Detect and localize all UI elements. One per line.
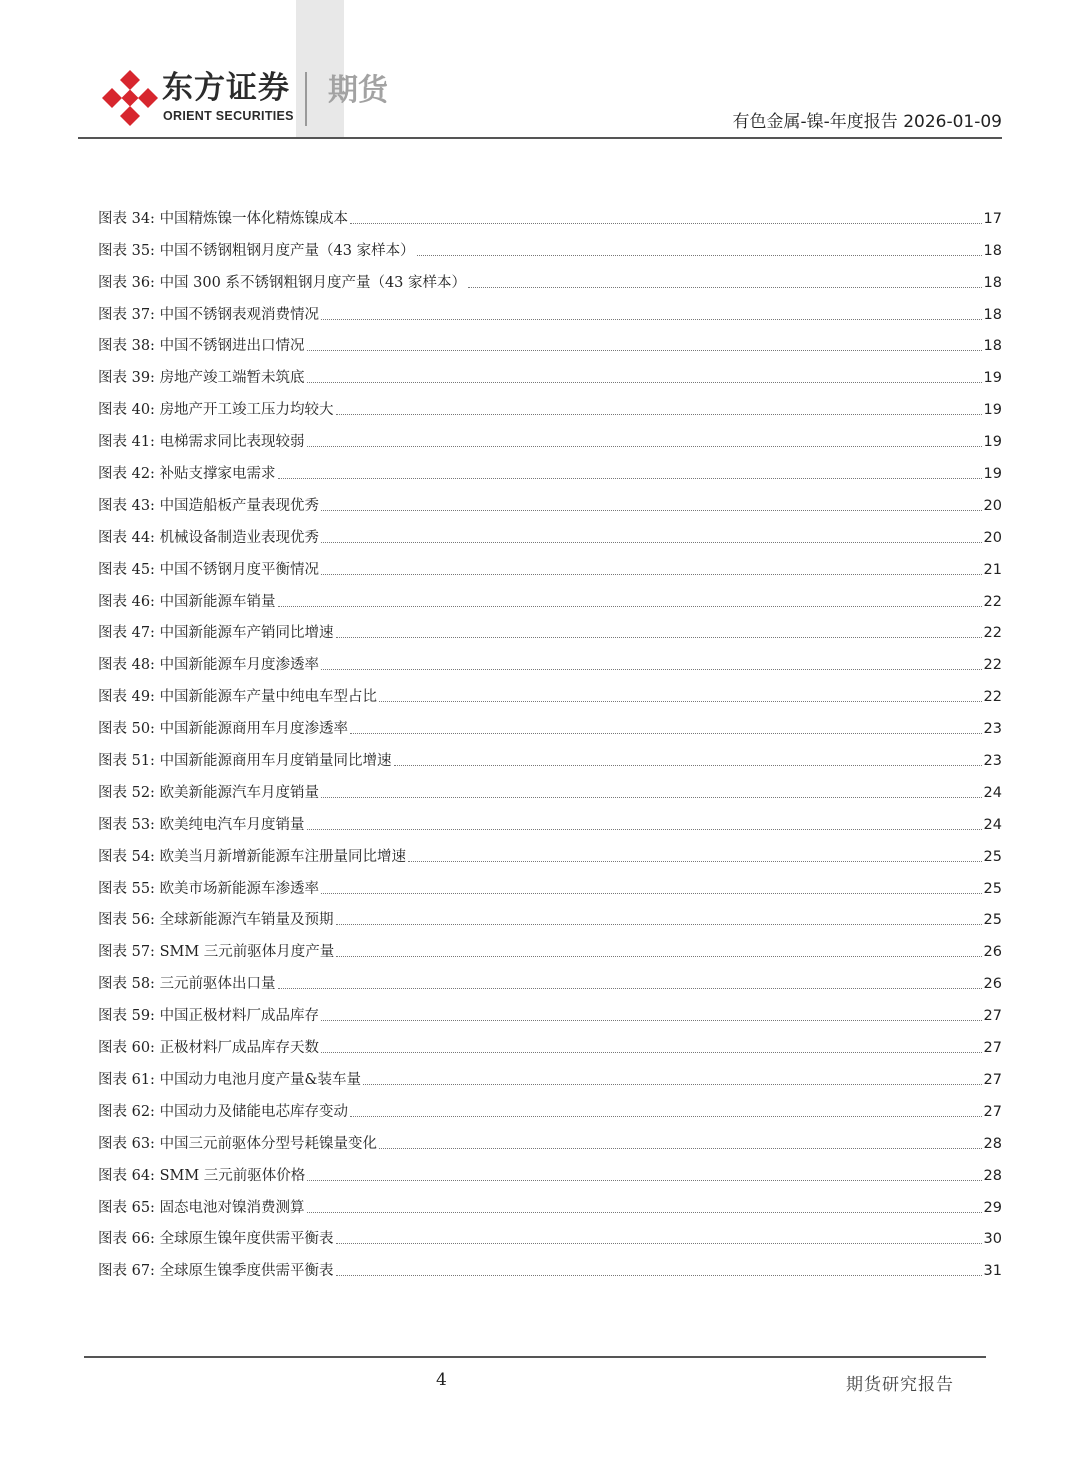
- header-decorative-band: [296, 0, 344, 138]
- toc-entry-label: 图表 62:: [98, 1103, 155, 1120]
- toc-entry-label: 图表 39:: [98, 370, 155, 387]
- toc-entry-page: 22: [983, 593, 1002, 610]
- toc-dot-leader: [321, 574, 981, 575]
- toc-entry-page: 29: [983, 1199, 1002, 1216]
- toc-entry-title: 补贴支撑家电需求: [159, 466, 276, 483]
- toc-entry-label: 图表 42:: [98, 466, 155, 483]
- toc-entry-title: 中国正极材料厂成品库存: [159, 1008, 320, 1025]
- toc-entry[interactable]: [98, 580, 1002, 612]
- toc-entry-label: 图表 50:: [98, 721, 155, 738]
- report-title: 有色金属-镍-年度报告 2026-01-09: [732, 112, 1002, 132]
- toc-dot-leader: [336, 1275, 982, 1276]
- toc-entry[interactable]: [98, 1090, 1002, 1122]
- toc-entry[interactable]: [98, 388, 1002, 420]
- toc-dot-leader: [307, 1180, 981, 1181]
- toc-entry[interactable]: [98, 675, 1002, 707]
- toc-dot-leader: [321, 893, 981, 894]
- toc-entry-label: 图表 58:: [98, 976, 155, 993]
- toc-dot-leader: [379, 1148, 981, 1149]
- toc-entry-label: 图表 37:: [98, 306, 155, 323]
- toc-dot-leader: [321, 319, 981, 320]
- toc-entry[interactable]: [98, 484, 1002, 516]
- toc-dot-leader: [363, 1084, 982, 1085]
- toc-entry[interactable]: [98, 1186, 1002, 1218]
- toc-entry[interactable]: [98, 707, 1002, 739]
- toc-entry-label: 图表 34:: [98, 210, 155, 227]
- toc-entry[interactable]: [98, 261, 1002, 293]
- toc-entry[interactable]: [98, 930, 1002, 962]
- toc-entry-label: 图表 52:: [98, 784, 155, 801]
- toc-dot-leader: [394, 765, 982, 766]
- footer-rule: [84, 1356, 986, 1358]
- toc-entry[interactable]: [98, 325, 1002, 357]
- toc-entry-title: 中国新能源车产量中纯电车型占比: [159, 689, 378, 706]
- toc-entry-page: 26: [983, 976, 1002, 993]
- toc-entry[interactable]: [98, 643, 1002, 675]
- toc-entry-page: 22: [983, 689, 1002, 706]
- toc-entry-title: 中国新能源商用车月度渗透率: [159, 721, 349, 738]
- toc-entry-label: 图表 44:: [98, 529, 155, 546]
- footer-label: 期货研究报告: [846, 1375, 954, 1395]
- toc-entry-title: 三元前驱体出口量: [159, 976, 276, 993]
- toc-entry-page: 24: [983, 784, 1002, 801]
- toc-entry-title: 中国不锈钢粗钢月度产量（43 家样本）: [159, 242, 415, 259]
- toc-entry-label: 图表 51:: [98, 753, 155, 770]
- toc-entry-page: 22: [983, 657, 1002, 674]
- toc-dot-leader: [321, 510, 981, 511]
- toc-entry-label: 图表 49:: [98, 689, 155, 706]
- toc-entry[interactable]: [98, 803, 1002, 835]
- toc-dot-leader: [336, 414, 982, 415]
- toc-dot-leader: [336, 637, 982, 638]
- toc-dot-leader: [321, 542, 981, 543]
- toc-entry-title: 欧美当月新增新能源车注册量同比增速: [159, 848, 407, 865]
- toc-entry-page: 22: [983, 625, 1002, 642]
- toc-entry-page: 20: [983, 529, 1002, 546]
- toc-entry-title: 欧美新能源汽车月度销量: [159, 784, 320, 801]
- toc-entry-label: 图表 64:: [98, 1167, 155, 1184]
- header-rule: [78, 137, 1002, 139]
- toc-entry-page: 18: [983, 306, 1002, 323]
- toc-entry-label: 图表 53:: [98, 816, 155, 833]
- orient-securities-logo-icon: [100, 68, 160, 128]
- toc-entry-page: 19: [983, 402, 1002, 419]
- toc-entry-page: 27: [983, 1040, 1002, 1057]
- toc-entry-page: 27: [983, 1008, 1002, 1025]
- brand-division: 期货: [328, 73, 388, 108]
- toc-entry-label: 图表 61:: [98, 1071, 155, 1088]
- toc-entry-page: 30: [983, 1231, 1002, 1248]
- toc-entry-label: 图表 63:: [98, 1135, 155, 1152]
- toc-entry-title: 中国新能源车销量: [159, 593, 276, 610]
- toc-dot-leader: [350, 223, 981, 224]
- toc-dot-leader: [307, 1212, 982, 1213]
- toc-entry-title: 中国不锈钢进出口情况: [159, 338, 305, 355]
- table-of-figures: [98, 197, 1002, 1281]
- toc-entry-title: 中国不锈钢表观消费情况: [159, 306, 320, 323]
- toc-entry[interactable]: [98, 293, 1002, 325]
- toc-dot-leader: [350, 733, 981, 734]
- toc-entry[interactable]: [98, 1218, 1002, 1250]
- toc-entry[interactable]: [98, 1249, 1002, 1281]
- toc-entry[interactable]: [98, 612, 1002, 644]
- toc-entry-page: 19: [983, 466, 1002, 483]
- toc-dot-leader: [379, 701, 981, 702]
- toc-entry-title: 正极材料厂成品库存天数: [159, 1040, 320, 1057]
- toc-entry-label: 图表 54:: [98, 848, 155, 865]
- toc-entry[interactable]: [98, 1026, 1002, 1058]
- page-number: 4: [436, 1370, 447, 1390]
- toc-entry[interactable]: [98, 739, 1002, 771]
- toc-entry-page: 24: [983, 816, 1002, 833]
- toc-entry-title: 固态电池对镍消费测算: [159, 1199, 305, 1216]
- toc-entry[interactable]: [98, 835, 1002, 867]
- toc-dot-leader: [278, 988, 982, 989]
- logo-divider: [305, 72, 307, 126]
- toc-entry-page: 19: [983, 434, 1002, 451]
- toc-dot-leader: [321, 797, 981, 798]
- toc-entry-page: 20: [983, 497, 1002, 514]
- toc-entry-title: 中国三元前驱体分型号耗镍量变化: [159, 1135, 378, 1152]
- toc-dot-leader: [278, 478, 982, 479]
- toc-entry-page: 31: [983, 1263, 1002, 1280]
- toc-entry-label: 图表 67:: [98, 1263, 155, 1280]
- toc-dot-leader: [278, 606, 982, 607]
- toc-entry-page: 18: [983, 242, 1002, 259]
- toc-entry-page: 28: [983, 1135, 1002, 1152]
- toc-entry-title: 中国 300 系不锈钢粗钢月度产量（43 家样本）: [159, 274, 467, 291]
- toc-entry-title: SMM 三元前驱体月度产量: [159, 944, 335, 961]
- toc-entry-label: 图表 41:: [98, 434, 155, 451]
- toc-entry-title: 中国动力及储能电芯库存变动: [159, 1103, 349, 1120]
- toc-entry-title: 中国造船板产量表现优秀: [159, 497, 320, 514]
- toc-dot-leader: [408, 861, 981, 862]
- toc-entry-page: 27: [983, 1071, 1002, 1088]
- toc-entry-page: 23: [983, 721, 1002, 738]
- toc-entry-page: 21: [983, 561, 1002, 578]
- toc-entry-label: 图表 65:: [98, 1199, 155, 1216]
- toc-entry-label: 图表 60:: [98, 1040, 155, 1057]
- brand-name-cn: 东方证券: [162, 70, 290, 106]
- toc-entry-title: 欧美市场新能源车渗透率: [159, 880, 320, 897]
- brand-name-en: ORIENT SECURITIES: [163, 109, 294, 123]
- toc-dot-leader: [336, 1243, 982, 1244]
- toc-entry[interactable]: [98, 420, 1002, 452]
- toc-entry[interactable]: [98, 867, 1002, 899]
- toc-entry-page: 18: [983, 338, 1002, 355]
- toc-entry[interactable]: [98, 771, 1002, 803]
- toc-entry-title: 全球原生镍年度供需平衡表: [159, 1231, 334, 1248]
- toc-entry-title: 机械设备制造业表现优秀: [159, 529, 320, 546]
- toc-entry-title: 中国新能源商用车月度销量同比增速: [159, 753, 392, 770]
- toc-entry-label: 图表 36:: [98, 274, 155, 291]
- toc-entry-label: 图表 38:: [98, 338, 155, 355]
- toc-entry-title: 全球原生镍季度供需平衡表: [159, 1263, 334, 1280]
- toc-entry[interactable]: [98, 452, 1002, 484]
- toc-entry[interactable]: [98, 516, 1002, 548]
- toc-dot-leader: [307, 829, 982, 830]
- toc-dot-leader: [307, 350, 982, 351]
- toc-entry-title: 全球新能源汽车销量及预期: [159, 912, 334, 929]
- toc-dot-leader: [307, 446, 982, 447]
- toc-entry-title: 电梯需求同比表现较弱: [159, 434, 305, 451]
- toc-entry-page: 17: [983, 210, 1002, 227]
- toc-entry[interactable]: [98, 962, 1002, 994]
- toc-entry-page: 23: [983, 753, 1002, 770]
- toc-entry-label: 图表 40:: [98, 402, 155, 419]
- toc-entry-title: 中国精炼镍一体化精炼镍成本: [159, 210, 349, 227]
- toc-entry[interactable]: [98, 229, 1002, 261]
- toc-entry[interactable]: [98, 1154, 1002, 1186]
- toc-entry-page: 18: [983, 274, 1002, 291]
- toc-entry-label: 图表 47:: [98, 625, 155, 642]
- toc-entry-page: 25: [983, 848, 1002, 865]
- toc-entry-title: 房地产竣工端暂未筑底: [159, 370, 305, 387]
- toc-entry[interactable]: [98, 899, 1002, 931]
- toc-entry-page: 27: [983, 1103, 1002, 1120]
- toc-dot-leader: [336, 956, 981, 957]
- toc-dot-leader: [417, 255, 982, 256]
- toc-entry-title: 欧美纯电汽车月度销量: [159, 816, 305, 833]
- toc-entry-label: 图表 55:: [98, 880, 155, 897]
- toc-entry-label: 图表 56:: [98, 912, 155, 929]
- toc-entry-title: 中国新能源车月度渗透率: [159, 657, 320, 674]
- toc-entry[interactable]: [98, 356, 1002, 388]
- toc-dot-leader: [468, 287, 982, 288]
- toc-dot-leader: [350, 1116, 981, 1117]
- toc-entry-label: 图表 45:: [98, 561, 155, 578]
- toc-entry-page: 19: [983, 370, 1002, 387]
- toc-entry-title: 中国不锈钢月度平衡情况: [159, 561, 320, 578]
- toc-dot-leader: [321, 1020, 981, 1021]
- toc-entry-label: 图表 48:: [98, 657, 155, 674]
- toc-dot-leader: [321, 1052, 981, 1053]
- toc-dot-leader: [321, 669, 981, 670]
- toc-entry-label: 图表 66:: [98, 1231, 155, 1248]
- toc-entry-page: 25: [983, 912, 1002, 929]
- toc-entry[interactable]: [98, 1122, 1002, 1154]
- toc-entry-page: 26: [983, 944, 1002, 961]
- toc-entry-page: 25: [983, 880, 1002, 897]
- toc-entry-label: 图表 57:: [98, 944, 155, 961]
- toc-entry-title: SMM 三元前驱体价格: [159, 1167, 306, 1184]
- toc-entry[interactable]: [98, 548, 1002, 580]
- toc-entry[interactable]: [98, 197, 1002, 229]
- toc-entry-label: 图表 43:: [98, 497, 155, 514]
- toc-entry[interactable]: [98, 1058, 1002, 1090]
- toc-entry-title: 房地产开工竣工压力均较大: [159, 402, 334, 419]
- toc-dot-leader: [336, 924, 982, 925]
- toc-entry-title: 中国动力电池月度产量&装车量: [159, 1071, 361, 1088]
- toc-entry-label: 图表 59:: [98, 1008, 155, 1025]
- toc-dot-leader: [307, 382, 982, 383]
- toc-entry-label: 图表 46:: [98, 593, 155, 610]
- toc-entry-title: 中国新能源车产销同比增速: [159, 625, 334, 642]
- toc-entry[interactable]: [98, 994, 1002, 1026]
- toc-entry-label: 图表 35:: [98, 242, 155, 259]
- toc-entry-page: 28: [983, 1167, 1002, 1184]
